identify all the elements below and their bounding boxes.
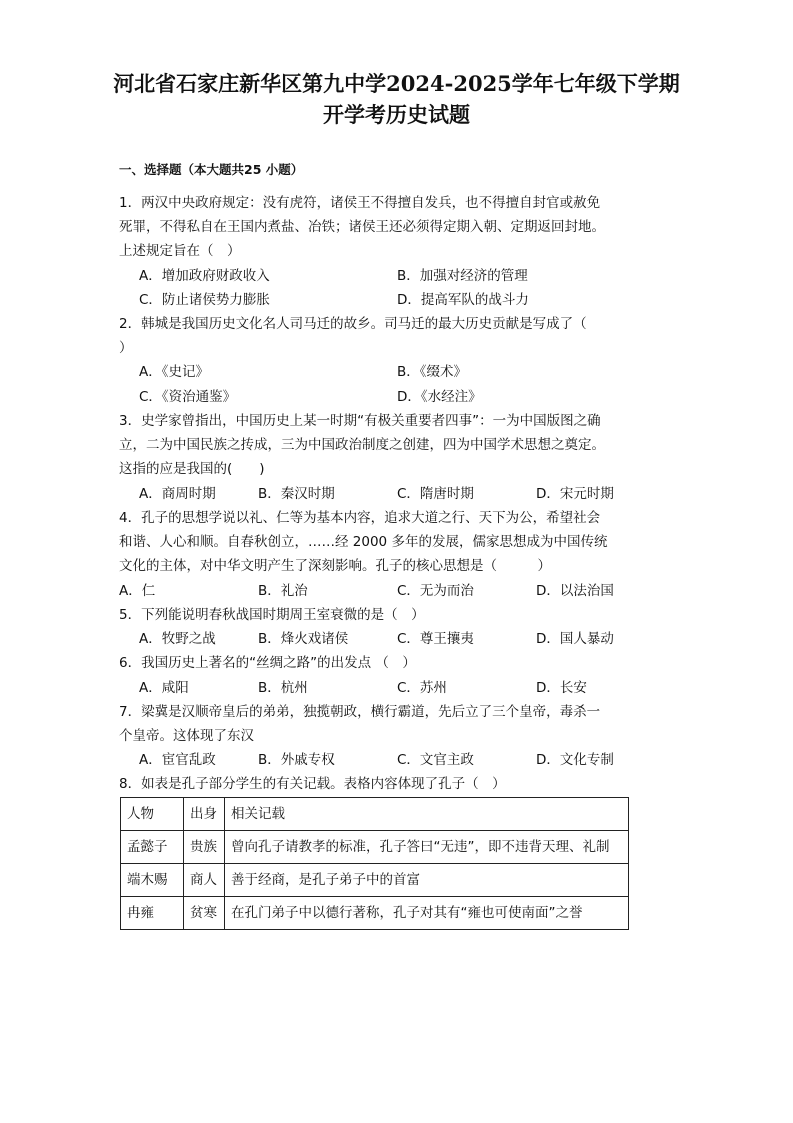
question-7-option-c: C．文官主政 bbox=[397, 752, 474, 768]
question-4-line-1: 4．孔子的思想学说以礼、仁等为基本内容，追求大道之行、天下为公，希望社会 bbox=[119, 510, 601, 526]
question-6-option-d: D．长安 bbox=[536, 680, 587, 696]
table-row bbox=[121, 831, 629, 864]
question-5-option-c: C．尊王攘夷 bbox=[397, 631, 474, 647]
exam-title-line-1: 河北省石家庄新华区第九中学2024-2025学年七年级下学期 bbox=[113, 71, 680, 96]
table-cell-record: 善于经商，是孔子弟子中的首富 bbox=[225, 864, 629, 897]
question-1-option-b: B．加强对经济的管理 bbox=[397, 268, 528, 284]
question-7-line-2: 个皇帝。这体现了东汉 bbox=[119, 728, 254, 744]
question-2-option-c: C．《资治通鉴》 bbox=[139, 389, 237, 405]
question-4-line-2: 和谐、人心和顺。自春秋创立，……经 2000 多年的发展，儒家思想成为中国传统 bbox=[119, 534, 608, 550]
question-7-option-b: B．外戚专权 bbox=[258, 752, 335, 768]
question-3-option-b: B．秦汉时期 bbox=[258, 486, 335, 502]
table-cell-record: 在孔门弟子中以德行著称，孔子对其有“雍也可使南面”之誉 bbox=[225, 897, 629, 930]
question-4-option-c: C．无为而治 bbox=[397, 583, 474, 599]
table-cell-person: 孟懿子 bbox=[121, 831, 184, 864]
table-header-cell: 出身 bbox=[184, 798, 225, 831]
question-3-option-d: D．宋元时期 bbox=[536, 486, 614, 502]
student-records-table bbox=[120, 797, 629, 930]
question-3-option-a: A．商周时期 bbox=[139, 486, 216, 502]
question-6-option-a: A．咸阳 bbox=[139, 680, 189, 696]
table-cell-origin: 贫寒 bbox=[184, 897, 225, 930]
question-1-option-d: D．提高军队的战斗力 bbox=[397, 292, 529, 308]
question-5-option-a: A．牧野之战 bbox=[139, 631, 216, 647]
question-6-line-1: 6．我国历史上著名的“丝绸之路”的出发点 （ ） bbox=[119, 655, 416, 671]
question-6-option-b: B．杭州 bbox=[258, 680, 308, 696]
question-4-option-d: D．以法治国 bbox=[536, 583, 614, 599]
question-2-line-1: 2．韩城是我国历史文化名人司马迁的故乡。司马迁的最大历史贡献是写成了（ bbox=[119, 316, 587, 332]
table-cell-origin: 商人 bbox=[184, 864, 225, 897]
question-1-line-1: 1．两汉中央政府规定：没有虎符，诸侯王不得擅自发兵，也不得擅自封官或赦免 bbox=[119, 195, 601, 211]
question-7-option-d: D．文化专制 bbox=[536, 752, 614, 768]
table-header-cell: 人物 bbox=[121, 798, 184, 831]
table-row bbox=[121, 897, 629, 930]
question-1-line-3: 上述规定旨在（ ） bbox=[119, 243, 241, 259]
question-2-option-a: A．《史记》 bbox=[139, 364, 209, 380]
question-3-line-3: 这指的应是我国的( ) bbox=[119, 461, 265, 477]
question-2-option-b: B．《缀术》 bbox=[397, 364, 468, 380]
question-8-line-1: 8．如表是孔子部分学生的有关记载。表格内容体现了孔子（ ） bbox=[119, 776, 506, 792]
question-1-option-c: C．防止诸侯势力膨胀 bbox=[139, 292, 270, 308]
question-5-option-b: B．烽火戏诸侯 bbox=[258, 631, 349, 647]
question-6-option-c: C．苏州 bbox=[397, 680, 447, 696]
table-cell-origin: 贵族 bbox=[184, 831, 225, 864]
table-cell-person: 冉雍 bbox=[121, 897, 184, 930]
question-1-option-a: A．增加政府财政收入 bbox=[139, 268, 270, 284]
table-header-cell: 相关记载 bbox=[225, 798, 629, 831]
question-2-line-2: ） bbox=[119, 340, 133, 356]
question-7-line-1: 7．梁冀是汉顺帝皇后的弟弟，独揽朝政，横行霸道，先后立了三个皇帝，毒杀一 bbox=[119, 704, 601, 720]
question-4-option-b: B．礼治 bbox=[258, 583, 308, 599]
table-header-row bbox=[121, 798, 629, 831]
exam-title-line-2: 开学考历史试题 bbox=[323, 102, 470, 127]
table-cell-record: 曾向孔子请教孝的标准，孔子答曰“无违”，即不违背天理、礼制 bbox=[225, 831, 629, 864]
table-cell-person: 端木赐 bbox=[121, 864, 184, 897]
question-5-option-d: D．国人暴动 bbox=[536, 631, 614, 647]
question-2-option-d: D．《水经注》 bbox=[397, 389, 482, 405]
section-heading: 一、选择题（本大题共25 小题） bbox=[119, 162, 304, 177]
question-3-option-c: C．隋唐时期 bbox=[397, 486, 474, 502]
question-1-line-2: 死罪，不得私自在王国内煮盐、冶铁；诸侯王还必须得定期入朝、定期返回封地。 bbox=[119, 219, 605, 235]
question-3-line-2: 立，二为中国民族之抟成，三为中国政治制度之创建，四为中国学术思想之奠定。 bbox=[119, 437, 605, 453]
question-5-line-1: 5．下列能说明春秋战国时期周王室衰微的是（ ） bbox=[119, 607, 425, 623]
question-4-line-3: 文化的主体，对中华文明产生了深刻影响。孔子的核心思想是（ ） bbox=[119, 558, 551, 574]
question-4-option-a: A．仁 bbox=[119, 583, 156, 599]
question-3-line-1: 3．史学家曾指出，中国历史上某一时期“有极关重要者四事”：一为中国版图之确 bbox=[119, 413, 601, 429]
table-row bbox=[121, 864, 629, 897]
question-7-option-a: A．宦官乱政 bbox=[139, 752, 216, 768]
